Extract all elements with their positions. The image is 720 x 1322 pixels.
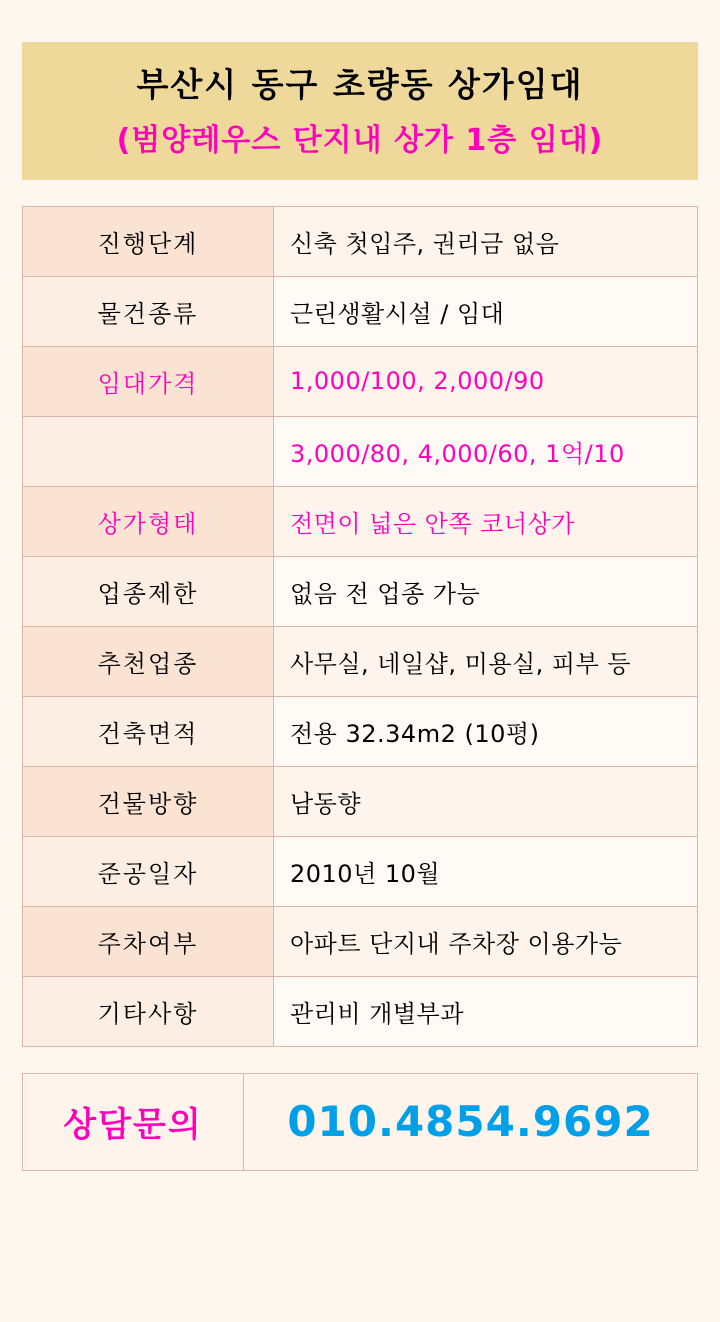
row-label xyxy=(23,416,274,486)
table-row xyxy=(23,416,698,486)
row-label: 건물방향 xyxy=(23,766,274,836)
row-label: 기타사항 xyxy=(23,976,274,1046)
table-row xyxy=(23,976,698,1046)
table-row xyxy=(23,276,698,346)
table-row xyxy=(23,556,698,626)
row-value: 없음 전 업종 가능 xyxy=(274,556,698,626)
row-label: 주차여부 xyxy=(23,906,274,976)
row-value: 1,000/100, 2,000/90 xyxy=(274,346,698,416)
table-row xyxy=(23,766,698,836)
row-label: 임대가격 xyxy=(23,346,274,416)
header-banner xyxy=(22,42,698,180)
row-label: 준공일자 xyxy=(23,836,274,906)
row-label: 물건종류 xyxy=(23,276,274,346)
row-value: 관리비 개별부과 xyxy=(274,976,698,1046)
table-row xyxy=(23,906,698,976)
row-value: 3,000/80, 4,000/60, 1억/10 xyxy=(274,416,698,486)
row-value: 2010년 10월 xyxy=(274,836,698,906)
table-row xyxy=(23,836,698,906)
row-label: 업종제한 xyxy=(23,556,274,626)
table-row xyxy=(23,696,698,766)
row-label: 추천업종 xyxy=(23,626,274,696)
contact-row xyxy=(23,1073,698,1170)
property-info-table xyxy=(22,206,698,1047)
contact-phone-number[interactable]: 010.4854.9692 xyxy=(244,1073,698,1170)
page-title: 부산시 동구 초량동 상가임대 xyxy=(136,65,584,104)
property-info-body xyxy=(23,206,698,1046)
row-label: 상가형태 xyxy=(23,486,274,556)
row-value: 전용 32.34m2 (10평) xyxy=(274,696,698,766)
listing-flyer xyxy=(0,42,720,1322)
contact-table xyxy=(22,1073,698,1171)
row-value: 신축 첫입주, 권리금 없음 xyxy=(274,206,698,276)
table-row xyxy=(23,626,698,696)
row-label: 진행단계 xyxy=(23,206,274,276)
row-value: 전면이 넓은 안쪽 코너상가 xyxy=(274,486,698,556)
row-value: 남동향 xyxy=(274,766,698,836)
row-value: 사무실, 네일샵, 미용실, 피부 등 xyxy=(274,626,698,696)
page-subtitle: (범양레우스 단지내 상가 1층 임대) xyxy=(116,122,604,158)
row-value: 근린생활시설 / 임대 xyxy=(274,276,698,346)
table-row xyxy=(23,486,698,556)
table-row xyxy=(23,206,698,276)
table-row xyxy=(23,346,698,416)
contact-label: 상담문의 xyxy=(23,1073,244,1170)
row-label: 건축면적 xyxy=(23,696,274,766)
row-value: 아파트 단지내 주차장 이용가능 xyxy=(274,906,698,976)
